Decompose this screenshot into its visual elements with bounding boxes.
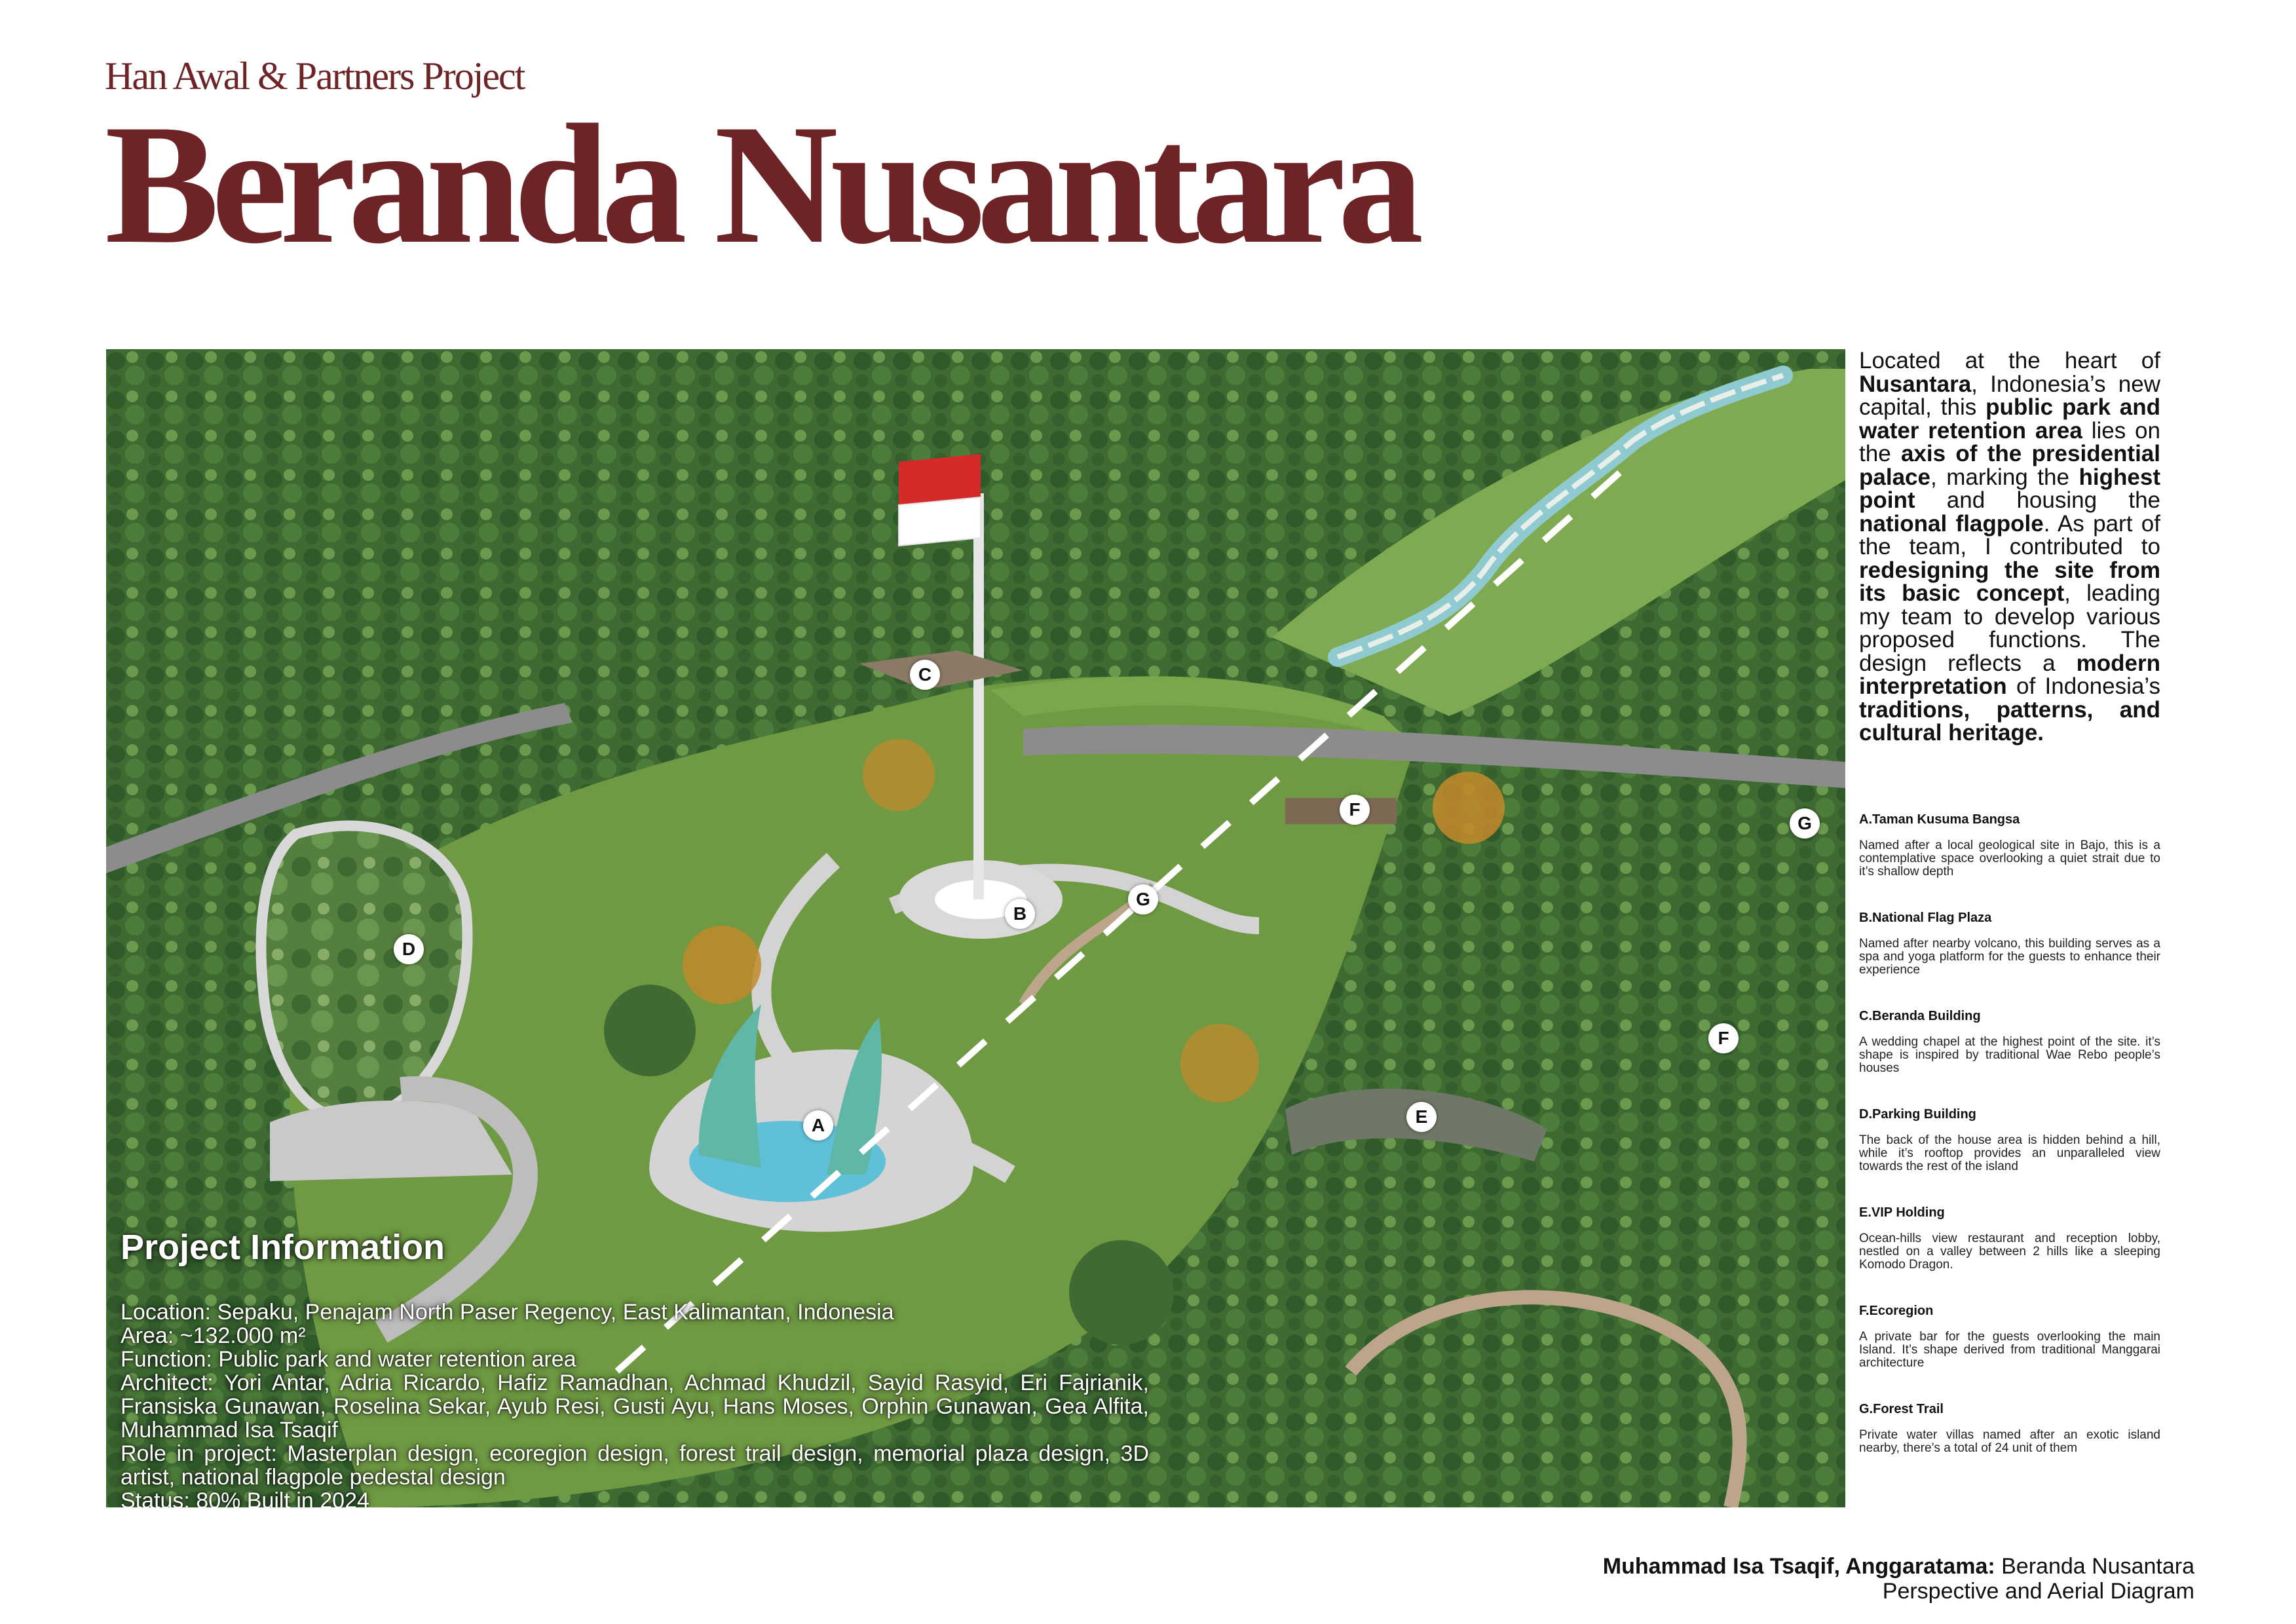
legend-item-e (1859, 1205, 2160, 1304)
project-function: Function: Public park and water retention area (121, 1347, 576, 1372)
flag-red (899, 454, 981, 505)
desc-text: , marking the (1930, 464, 2079, 490)
desc-text: of Indonesia’s (2006, 673, 2160, 699)
marker-b: B (1005, 899, 1035, 929)
desc-text: . As part of the team, I contributed to (1859, 510, 2161, 559)
desc-bold: national flagpole (1859, 510, 2044, 537)
legend-title: F.Ecoregion (1859, 1304, 1934, 1318)
aerial-render (106, 349, 1845, 1507)
legend-item-a (1859, 812, 2160, 911)
marker-c: C (910, 660, 940, 690)
marker-a: A (803, 1110, 833, 1141)
legend-text: A wedding chapel at the highest point of the site. it’s shape is inspired by traditional Wae Rebo people’s houses (1859, 1035, 2160, 1075)
desc-text: , Indonesia’s new capital, this (1859, 371, 2160, 420)
project-architect: Architect: Yori Antar, Adria Ricardo, Hafiz Ramadhan, Achmad Khudzil, Sayid Rasyid, Eri Fajrianik, Fransiska Gunawan, Roselina Sekar, Ayub Resi, Gusti Ayu, Hans Moses, Orphin Gunawan, Gea Alfita, Muhammad Isa Tsaqif (121, 1370, 1149, 1443)
desc-bold: public park and water retention area (1859, 394, 2160, 444)
desc-text: Located at the heart of (1859, 348, 2160, 373)
project-role: Role in project: Masterplan design, ecoregion design, forest trail design, memorial plaza design, 3D artist, national flagpole pedestal design (121, 1441, 1149, 1490)
legend-text: Named after a local geological site in Bajo, this is a contemplative space overlooking a quiet strait due to it’s shallow depth (1859, 839, 2160, 878)
desc-text: lies on the (1859, 417, 2160, 466)
legend-title: G.Forest Trail (1859, 1402, 1944, 1416)
project-info-heading: Project Information (121, 1228, 445, 1267)
desc-bold: axis of the presidential palace (1859, 441, 2160, 490)
marker-f: F (1340, 795, 1370, 825)
desc-text: , leading my team to develop various proposed functions. The design reflects a (1859, 580, 2160, 676)
marker-f-east: F (1708, 1023, 1739, 1053)
marker-g: G (1128, 884, 1158, 915)
desc-bold: traditions, patterns, and cultural heritage. (1859, 696, 2160, 746)
footer-credit (1603, 1554, 2194, 1604)
legend-title: B.National Flag Plaza (1859, 911, 1992, 925)
desc-bold: modern interpretation (1859, 650, 2160, 699)
legend-item-b (1859, 911, 2160, 1009)
footer-project: Beranda Nusantara (1995, 1554, 2194, 1579)
legend-title: E.VIP Holding (1859, 1205, 1945, 1220)
legend-text: Private water villas named after an exotic island nearby, there’s a total of 24 unit of them (1859, 1428, 2160, 1455)
desc-bold: highest point (1859, 464, 2160, 513)
desc-text: and housing the (1915, 487, 2160, 513)
project-subtitle: Han Awal & Partners Project (105, 54, 525, 98)
legend-list (1859, 812, 2160, 1500)
marker-g-east: G (1790, 808, 1820, 839)
legend-title: A.Taman Kusuma Bangsa (1859, 812, 2020, 827)
project-area: Area: ~132.000 m² (121, 1323, 306, 1348)
footer-author: Muhammad Isa Tsaqif, Anggaratama: (1602, 1554, 1995, 1579)
legend-text: Ocean-hills view restaurant and reception lobby, nestled on a valley between 2 hills like a sleeping Komodo Dragon. (1859, 1232, 2160, 1272)
legend-item-d (1859, 1107, 2160, 1205)
desc-bold: Nusantara (1859, 371, 1972, 397)
legend-item-f (1859, 1304, 2160, 1402)
legend-title: D.Parking Building (1859, 1107, 1976, 1122)
marker-e: E (1406, 1102, 1437, 1132)
legend-title: C.Beranda Building (1859, 1009, 1981, 1023)
legend-item-c (1859, 1009, 2160, 1107)
page-title: Beranda Nusantara (105, 89, 1416, 279)
legend-text: The back of the house area is hidden behind a hill, while it’s rooftop provides an unparalleled view towards the rest of the island (1859, 1133, 2160, 1173)
project-location: Location: Sepaku, Penajam North Paser Regency, East Kalimantan, Indonesia (121, 1300, 894, 1325)
project-information (121, 1227, 1149, 1507)
flagpole (973, 493, 984, 899)
legend-text: Named after nearby volcano, this building serves as a spa and yoga platform for the guests to enhance their experience (1859, 937, 2160, 977)
project-status: Status: 80% Built in 2024 (121, 1488, 369, 1507)
legend-text: A private bar for the guests overlooking the main Island. It’s shape derived from traditional Manggarai architecture (1859, 1330, 2160, 1370)
legend-item-g (1859, 1402, 2160, 1500)
project-description (1859, 349, 2160, 745)
flag-white (899, 497, 981, 546)
marker-d: D (394, 934, 424, 964)
desc-bold: redesigning the site from its basic concept (1859, 557, 2160, 606)
footer-line-1 (1603, 1554, 2194, 1579)
footer-caption: Perspective and Aerial Diagram (1882, 1579, 2194, 1604)
